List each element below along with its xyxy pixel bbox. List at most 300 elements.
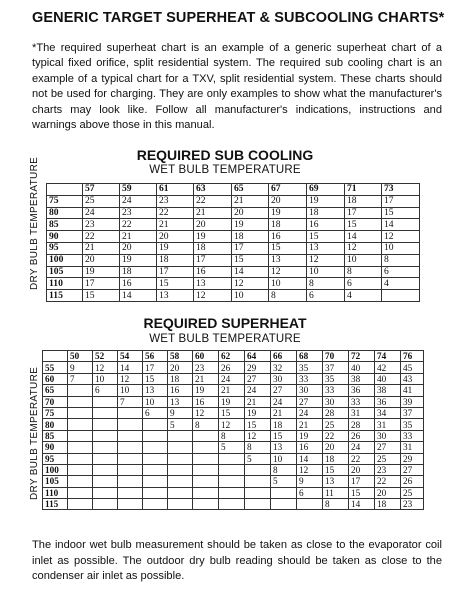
table-cell: [168, 499, 193, 510]
table-cell: 17: [232, 242, 269, 254]
wet-bulb-header: 67: [269, 184, 307, 196]
table-cell: 20: [323, 442, 349, 453]
wet-bulb-header: 76: [401, 351, 424, 362]
table-cell: 30: [297, 385, 323, 396]
table-cell: 15: [269, 242, 307, 254]
table-cell: [168, 442, 193, 453]
dry-bulb-header: 100: [47, 254, 83, 266]
table-cell: 9: [297, 476, 323, 487]
table-row: [43, 373, 424, 384]
table-cell: 18: [307, 207, 345, 219]
table-cell: 8: [269, 290, 307, 302]
table-cell: 19: [245, 407, 271, 418]
table-cell: 37: [323, 362, 349, 373]
superheat-subtitle: WET BULB TEMPERATURE: [149, 333, 301, 345]
table-cell: [68, 464, 93, 475]
table-cell: 19: [193, 385, 219, 396]
table-cell: 16: [307, 219, 345, 231]
table-row: [43, 430, 424, 441]
table-cell: 6: [345, 278, 382, 290]
table-cell: 23: [375, 464, 401, 475]
table-cell: 40: [375, 373, 401, 384]
table-cell: 14: [118, 362, 143, 373]
table-cell: 8: [323, 499, 349, 510]
table-cell: 15: [232, 254, 269, 266]
table-cell: [93, 442, 118, 453]
dry-bulb-header: 105: [43, 476, 68, 487]
table-cell: 21: [120, 231, 157, 243]
wet-bulb-header: 54: [118, 351, 143, 362]
table-cell: [143, 430, 168, 441]
wet-bulb-header: 69: [307, 184, 345, 196]
dry-bulb-header: 85: [47, 219, 83, 231]
table-row: [43, 442, 424, 453]
wet-bulb-header: 61: [157, 184, 194, 196]
table-cell: 39: [401, 396, 424, 407]
table-cell: 17: [143, 362, 168, 373]
table-cell: 10: [382, 242, 420, 254]
table-cell: [93, 499, 118, 510]
table-cell: 31: [349, 407, 375, 418]
table-cell: 41: [401, 385, 424, 396]
superheat-title: REQUIRED SUPERHEAT: [143, 315, 307, 331]
table-cell: [118, 464, 143, 475]
table-row: [43, 499, 424, 510]
table-cell: [93, 396, 118, 407]
table-cell: [93, 476, 118, 487]
table-cell: 10: [345, 254, 382, 266]
table-cell: 22: [157, 207, 194, 219]
table-cell: 13: [194, 278, 232, 290]
table-cell: 17: [345, 207, 382, 219]
table-cell: 36: [349, 385, 375, 396]
table-cell: 10: [307, 266, 345, 278]
wet-bulb-header: 73: [382, 184, 420, 196]
subcooling-header-row: [47, 184, 420, 196]
table-cell: 16: [297, 442, 323, 453]
table-cell: [271, 499, 297, 510]
table-cell: 27: [375, 442, 401, 453]
table-cell: [219, 464, 245, 475]
wet-bulb-header: 59: [120, 184, 157, 196]
table-cell: 13: [271, 442, 297, 453]
table-cell: 30: [271, 373, 297, 384]
table-cell: 18: [194, 242, 232, 254]
table-cell: 6: [307, 290, 345, 302]
table-cell: 22: [83, 231, 120, 243]
table-cell: 23: [401, 499, 424, 510]
table-cell: 18: [271, 419, 297, 430]
table-cell: 19: [232, 219, 269, 231]
table-cell: 16: [193, 396, 219, 407]
table-cell: [219, 487, 245, 498]
table-cell: 23: [120, 207, 157, 219]
dry-bulb-header: 75: [43, 407, 68, 418]
dry-bulb-header: 70: [43, 396, 68, 407]
table-cell: 22: [349, 453, 375, 464]
table-cell: 18: [168, 373, 193, 384]
table-cell: 27: [297, 396, 323, 407]
table-cell: 38: [349, 373, 375, 384]
table-cell: 38: [375, 385, 401, 396]
table-cell: 12: [345, 242, 382, 254]
table-cell: [68, 476, 93, 487]
table-cell: 16: [168, 385, 193, 396]
table-cell: 23: [157, 195, 194, 207]
table-cell: 12: [219, 419, 245, 430]
wet-bulb-header: 70: [323, 351, 349, 362]
table-cell: [118, 453, 143, 464]
table-cell: 8: [219, 430, 245, 441]
table-cell: [168, 430, 193, 441]
table-cell: 36: [375, 396, 401, 407]
table-cell: [68, 442, 93, 453]
wet-bulb-header: 62: [219, 351, 245, 362]
subcooling-subtitle: WET BULB TEMPERATURE: [149, 164, 301, 176]
table-cell: [143, 453, 168, 464]
corner-cell: [43, 351, 68, 362]
table-cell: 12: [269, 266, 307, 278]
table-cell: 18: [232, 231, 269, 243]
table-cell: [193, 476, 219, 487]
table-cell: [143, 442, 168, 453]
wet-bulb-header: 68: [297, 351, 323, 362]
table-cell: [68, 453, 93, 464]
table-cell: [143, 476, 168, 487]
table-cell: 20: [349, 464, 375, 475]
table-cell: [168, 476, 193, 487]
table-cell: 14: [349, 499, 375, 510]
dry-bulb-header: 110: [43, 487, 68, 498]
table-cell: 12: [93, 362, 118, 373]
table-cell: 43: [401, 373, 424, 384]
dry-bulb-header: 65: [43, 385, 68, 396]
corner-cell: [47, 184, 83, 196]
table-cell: 10: [271, 453, 297, 464]
table-cell: [118, 487, 143, 498]
wet-bulb-header: 60: [193, 351, 219, 362]
table-cell: 20: [269, 195, 307, 207]
table-cell: 12: [193, 407, 219, 418]
table-cell: 22: [194, 195, 232, 207]
table-cell: 26: [401, 476, 424, 487]
table-row: [43, 385, 424, 396]
table-row: [43, 464, 424, 475]
table-cell: 17: [83, 278, 120, 290]
table-row: [47, 254, 420, 266]
table-row: [47, 195, 420, 207]
intro-paragraph: *The required superheat chart is an example of a generic superheat chart of a typical fixed orifice, split residential system. The required sub cooling chart is an example of a typical chart for a TXV, split residential system. These charts should not be used for charging. They are only examples to show what the manufacturer's charts may look like. Follow all manufacturer's indications, instructions and warnings above those in this manual.: [32, 42, 442, 132]
table-cell: 14: [297, 453, 323, 464]
table-cell: 11: [323, 487, 349, 498]
table-cell: 42: [375, 362, 401, 373]
table-cell: 27: [245, 373, 271, 384]
table-cell: [68, 419, 93, 430]
table-cell: [68, 396, 93, 407]
wet-bulb-header: 74: [375, 351, 401, 362]
table-cell: 18: [157, 254, 194, 266]
table-cell: 7: [118, 396, 143, 407]
table-cell: 5: [168, 419, 193, 430]
subcooling-dry-bulb-label: DRY BULB TEMPERATURE: [29, 156, 40, 290]
table-cell: 9: [168, 407, 193, 418]
dry-bulb-header: 90: [43, 442, 68, 453]
table-cell: 18: [120, 266, 157, 278]
table-cell: 8: [271, 464, 297, 475]
table-cell: 24: [120, 195, 157, 207]
table-cell: 24: [83, 207, 120, 219]
table-row: [47, 242, 420, 254]
table-cell: 22: [323, 430, 349, 441]
table-cell: 21: [297, 419, 323, 430]
table-cell: 5: [219, 442, 245, 453]
table-cell: 26: [349, 430, 375, 441]
wet-bulb-header: 57: [83, 184, 120, 196]
table-cell: 16: [194, 266, 232, 278]
table-cell: 35: [401, 419, 424, 430]
table-cell: 35: [323, 373, 349, 384]
table-cell: 33: [349, 396, 375, 407]
dry-bulb-header: 115: [47, 290, 83, 302]
table-cell: 40: [349, 362, 375, 373]
table-cell: [68, 487, 93, 498]
table-cell: [93, 464, 118, 475]
table-cell: 35: [297, 362, 323, 373]
table-cell: [93, 453, 118, 464]
table-cell: [118, 499, 143, 510]
table-cell: 8: [345, 266, 382, 278]
wet-bulb-header: 66: [271, 351, 297, 362]
table-cell: [118, 430, 143, 441]
dry-bulb-header: 75: [47, 195, 83, 207]
table-row: [43, 362, 424, 373]
dry-bulb-header: 85: [43, 430, 68, 441]
superheat-dry-bulb-label: DRY BULB TEMPERATURE: [29, 366, 40, 500]
table-cell: 5: [271, 476, 297, 487]
table-cell: 21: [193, 373, 219, 384]
table-cell: 5: [245, 453, 271, 464]
table-cell: [118, 442, 143, 453]
table-cell: [68, 499, 93, 510]
superheat-table: [42, 350, 424, 510]
table-cell: [93, 407, 118, 418]
table-cell: 33: [323, 385, 349, 396]
dry-bulb-header: 60: [43, 373, 68, 384]
table-cell: [297, 499, 323, 510]
table-cell: 30: [375, 430, 401, 441]
table-cell: 23: [193, 362, 219, 373]
table-cell: [219, 453, 245, 464]
page-title: GENERIC TARGET SUPERHEAT & SUBCOOLING CHARTS*: [32, 10, 445, 26]
table-row: [43, 453, 424, 464]
table-cell: [245, 476, 271, 487]
table-cell: 16: [120, 278, 157, 290]
table-cell: 25: [401, 487, 424, 498]
table-cell: 13: [143, 385, 168, 396]
dry-bulb-header: 90: [47, 231, 83, 243]
dry-bulb-header: 105: [47, 266, 83, 278]
table-cell: 13: [168, 396, 193, 407]
table-row: [47, 278, 420, 290]
table-cell: [168, 487, 193, 498]
table-cell: 24: [219, 373, 245, 384]
table-cell: 26: [219, 362, 245, 373]
table-cell: 14: [232, 266, 269, 278]
table-cell: [193, 430, 219, 441]
table-cell: 20: [120, 242, 157, 254]
table-cell: [143, 419, 168, 430]
table-cell: 18: [375, 499, 401, 510]
dry-bulb-header: 95: [47, 242, 83, 254]
table-cell: 24: [349, 442, 375, 453]
table-cell: 10: [232, 290, 269, 302]
table-cell: 20: [232, 207, 269, 219]
table-cell: 19: [83, 266, 120, 278]
table-cell: 29: [245, 362, 271, 373]
table-cell: 15: [219, 407, 245, 418]
dry-bulb-header: 55: [43, 362, 68, 373]
table-cell: [193, 453, 219, 464]
table-cell: 14: [382, 219, 420, 231]
table-cell: [68, 407, 93, 418]
table-cell: [219, 476, 245, 487]
table-cell: 7: [68, 373, 93, 384]
table-cell: [143, 487, 168, 498]
table-cell: 13: [323, 476, 349, 487]
table-cell: 21: [232, 195, 269, 207]
table-cell: 20: [157, 231, 194, 243]
table-cell: 12: [194, 290, 232, 302]
table-cell: 20: [168, 362, 193, 373]
table-cell: 24: [271, 396, 297, 407]
dry-bulb-header: 80: [47, 207, 83, 219]
wet-bulb-header: 72: [349, 351, 375, 362]
table-cell: [245, 487, 271, 498]
table-cell: 20: [194, 219, 232, 231]
superheat-header-row: [43, 351, 424, 362]
wet-bulb-header: 58: [168, 351, 193, 362]
table-cell: 10: [118, 385, 143, 396]
table-cell: 19: [307, 195, 345, 207]
footer-note: The indoor wet bulb measurement should be taken as close to the evaporator coil inlet as possible. The outdoor dry bulb reading should be taken as close to the condenser air inlet as possible.: [32, 539, 442, 583]
table-cell: 9: [68, 362, 93, 373]
table-cell: [68, 385, 93, 396]
table-cell: 12: [245, 430, 271, 441]
table-cell: 13: [307, 242, 345, 254]
table-cell: 15: [349, 487, 375, 498]
table-cell: 19: [269, 207, 307, 219]
table-cell: 15: [345, 219, 382, 231]
table-cell: 15: [323, 464, 349, 475]
table-cell: 28: [323, 407, 349, 418]
table-cell: 6: [93, 385, 118, 396]
table-cell: 8: [307, 278, 345, 290]
table-cell: [168, 464, 193, 475]
table-cell: 27: [271, 385, 297, 396]
table-cell: 21: [157, 219, 194, 231]
table-cell: 25: [83, 195, 120, 207]
table-cell: 14: [345, 231, 382, 243]
table-cell: 17: [157, 266, 194, 278]
table-cell: [118, 419, 143, 430]
subcooling-table: [46, 183, 420, 302]
table-cell: 8: [193, 419, 219, 430]
wet-bulb-header: 52: [93, 351, 118, 362]
table-cell: 23: [83, 219, 120, 231]
table-cell: 6: [382, 266, 420, 278]
table-cell: 22: [120, 219, 157, 231]
table-cell: 17: [194, 254, 232, 266]
table-cell: 12: [232, 278, 269, 290]
table-cell: [193, 487, 219, 498]
table-cell: 22: [375, 476, 401, 487]
table-cell: [118, 407, 143, 418]
table-cell: 20: [83, 254, 120, 266]
wet-bulb-header: 65: [232, 184, 269, 196]
table-cell: 18: [345, 195, 382, 207]
table-row: [43, 396, 424, 407]
table-cell: [271, 487, 297, 498]
subcooling-title: REQUIRED SUB COOLING: [136, 147, 314, 163]
table-cell: 25: [323, 419, 349, 430]
table-cell: 21: [194, 207, 232, 219]
table-cell: 29: [401, 453, 424, 464]
table-cell: 8: [245, 442, 271, 453]
table-cell: 21: [219, 385, 245, 396]
table-cell: [245, 499, 271, 510]
table-cell: 15: [157, 278, 194, 290]
table-cell: [118, 476, 143, 487]
table-cell: [245, 464, 271, 475]
wet-bulb-header: 56: [143, 351, 168, 362]
table-row: [47, 290, 420, 302]
wet-bulb-header: 63: [194, 184, 232, 196]
table-cell: 10: [143, 396, 168, 407]
table-cell: 14: [120, 290, 157, 302]
table-cell: 15: [83, 290, 120, 302]
table-cell: 45: [401, 362, 424, 373]
table-cell: 16: [269, 231, 307, 243]
table-cell: 33: [401, 430, 424, 441]
table-row: [43, 476, 424, 487]
table-cell: 15: [307, 231, 345, 243]
table-cell: 19: [219, 396, 245, 407]
table-row: [47, 266, 420, 278]
table-cell: [219, 499, 245, 510]
dry-bulb-header: 110: [47, 278, 83, 290]
table-cell: 12: [297, 464, 323, 475]
table-row: [43, 407, 424, 418]
table-cell: 19: [157, 242, 194, 254]
table-cell: 24: [245, 385, 271, 396]
table-cell: 28: [349, 419, 375, 430]
table-cell: 34: [375, 407, 401, 418]
table-cell: 31: [375, 419, 401, 430]
table-cell: 20: [375, 487, 401, 498]
table-cell: 33: [297, 373, 323, 384]
table-cell: 8: [382, 254, 420, 266]
table-cell: 15: [143, 373, 168, 384]
table-cell: 12: [307, 254, 345, 266]
table-row: [47, 219, 420, 231]
table-cell: 13: [269, 254, 307, 266]
table-cell: 12: [382, 231, 420, 243]
table-cell: 27: [401, 464, 424, 475]
table-cell: 4: [382, 278, 420, 290]
table-cell: 31: [401, 442, 424, 453]
table-cell: 10: [269, 278, 307, 290]
table-cell: 15: [245, 419, 271, 430]
